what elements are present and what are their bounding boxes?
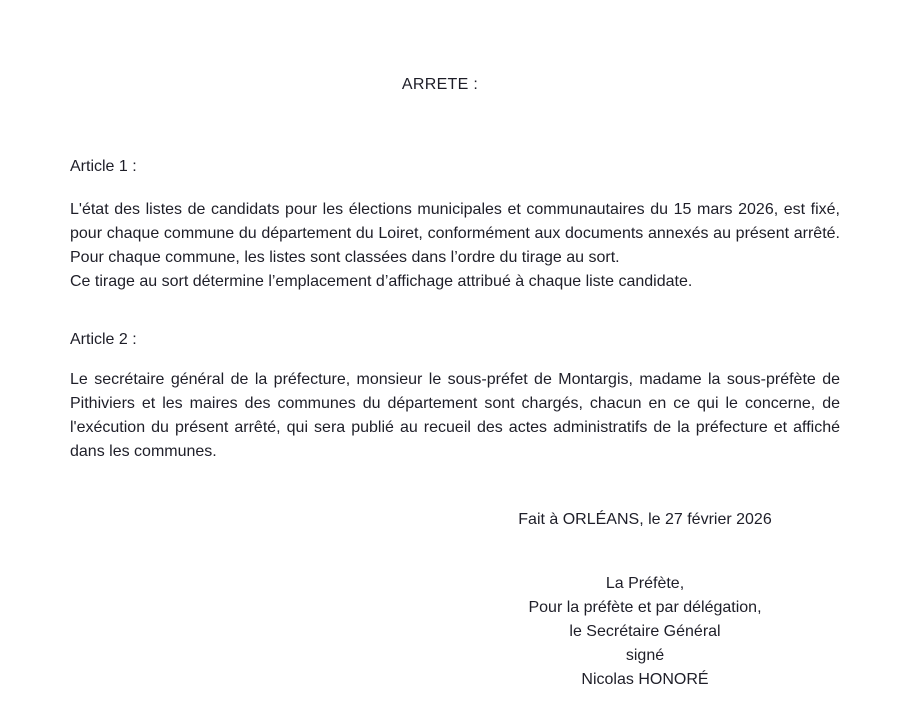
document-title: ARRETE :	[401, 76, 479, 93]
article-1-paragraph-2: Ce tirage au sort détermine l’emplacement d’affichage attribué à chaque liste candidate.	[70, 273, 693, 290]
article-1-body	[70, 198, 840, 294]
signature-signed-mention: signé	[625, 647, 665, 664]
signature-block	[440, 572, 850, 692]
article-1-paragraph-1: L'état des listes de candidats pour les élections municipales et communautaires du 15 mars 2026, est fixé, pour chaque commune du département du Loiret, conformément aux documents annexés au présent arrêté. Pour chaque commune, les listes sont classées dans l’ordre du tirage au sort.	[70, 201, 840, 266]
place-date-line: Fait à ORLÉANS, le 27 février 2026	[518, 511, 772, 528]
signature-delegation: Pour la préfète et par délégation,	[528, 599, 762, 616]
article-2-body	[70, 368, 840, 464]
signature-role: La Préfète,	[605, 575, 685, 592]
article-2-paragraph-1: Le secrétaire général de la préfecture, monsieur le sous-préfet de Montargis, madame la sous-préfète de Pithiviers et les maires des communes du département sont chargés, chacun en ce qui le concerne, de l'exécution du présent arrêté, qui sera publié au recueil des actes administratifs de la préfecture et affiché dans les communes.	[70, 371, 840, 460]
article-1-heading: Article 1 :	[70, 158, 137, 175]
article-2-heading: Article 2 :	[70, 331, 137, 348]
signature-name: Nicolas HONORÉ	[581, 671, 709, 688]
signature-title: le Secrétaire Général	[569, 623, 721, 640]
